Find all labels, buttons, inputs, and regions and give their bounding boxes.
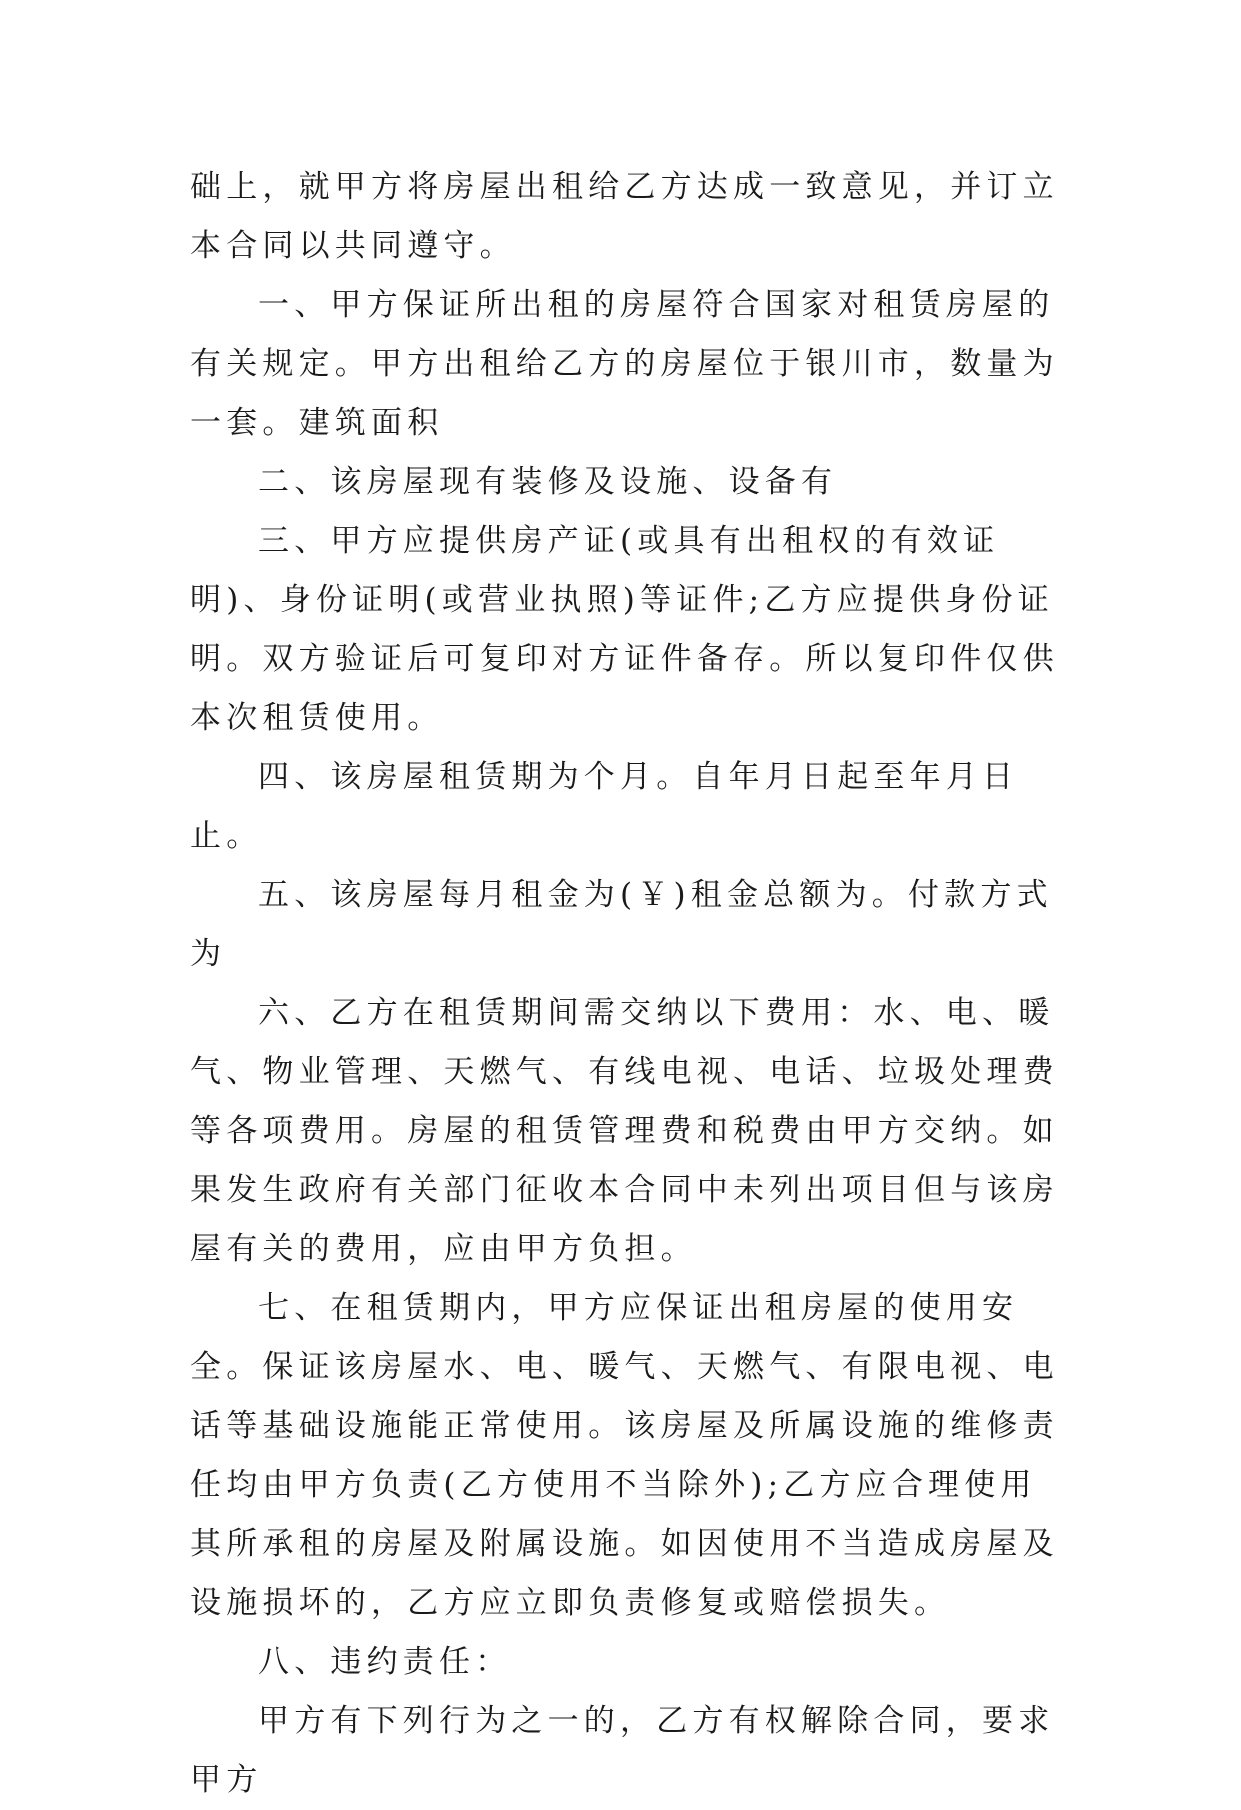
paragraph-continuation: 础上，就甲方将房屋出租给乙方达成一致意见，并订立本合同以共同遵守。 <box>190 169 1059 264</box>
paragraph-clause-2: 二、该房屋现有装修及设施、设备有 <box>258 464 838 500</box>
paragraph-clause-1: 一、甲方保证所出租的房屋符合国家对租赁房屋的有关规定。甲方出租给乙方的房屋位于银川市，数量为一套。建筑面积 <box>190 287 1059 441</box>
paragraph-clause-3: 三、甲方应提供房产证(或具有出租权的有效证明)、身份证明(或营业执照)等证件;乙方应提供身份证明。双方验证后可复印对方证件备存。所以复印件仅供本次租赁使用。 <box>190 523 1059 736</box>
paragraph-clause-6: 六、乙方在租赁期间需交纳以下费用：水、电、暖气、物业管理、天燃气、有线电视、电话、垃圾处理费等各项费用。房屋的租赁管理费和税费由甲方交纳。如果发生政府有关部门征收本合同中未列出项目但与该房屋有关的费用，应由甲方负担。 <box>190 995 1059 1267</box>
paragraph-clause-8-detail: 甲方有下列行为之一的，乙方有权解除合同，要求甲方 <box>190 1703 1055 1798</box>
paragraph-clause-5: 五、该房屋每月租金为(￥)租金总额为。付款方式为 <box>190 877 1053 972</box>
paragraph-clause-7: 七、在租赁期内，甲方应保证出租房屋的使用安全。保证该房屋水、电、暖气、天燃气、有限电视、电话等基础设施能正常使用。该房屋及所属设施的维修责任均由甲方负责(乙方使用不当除外);乙方应合理使用其所承租的房屋及附属设施。如因使用不当造成房屋及设施损坏的，乙方应立即负责修复或赔偿损失。 <box>190 1290 1059 1621</box>
document-page <box>190 158 1060 1810</box>
paragraph-clause-8: 八、违约责任： <box>258 1644 512 1680</box>
paragraph-clause-4: 四、该房屋租赁期为个月。自年月日起至年月日止。 <box>190 759 1019 854</box>
